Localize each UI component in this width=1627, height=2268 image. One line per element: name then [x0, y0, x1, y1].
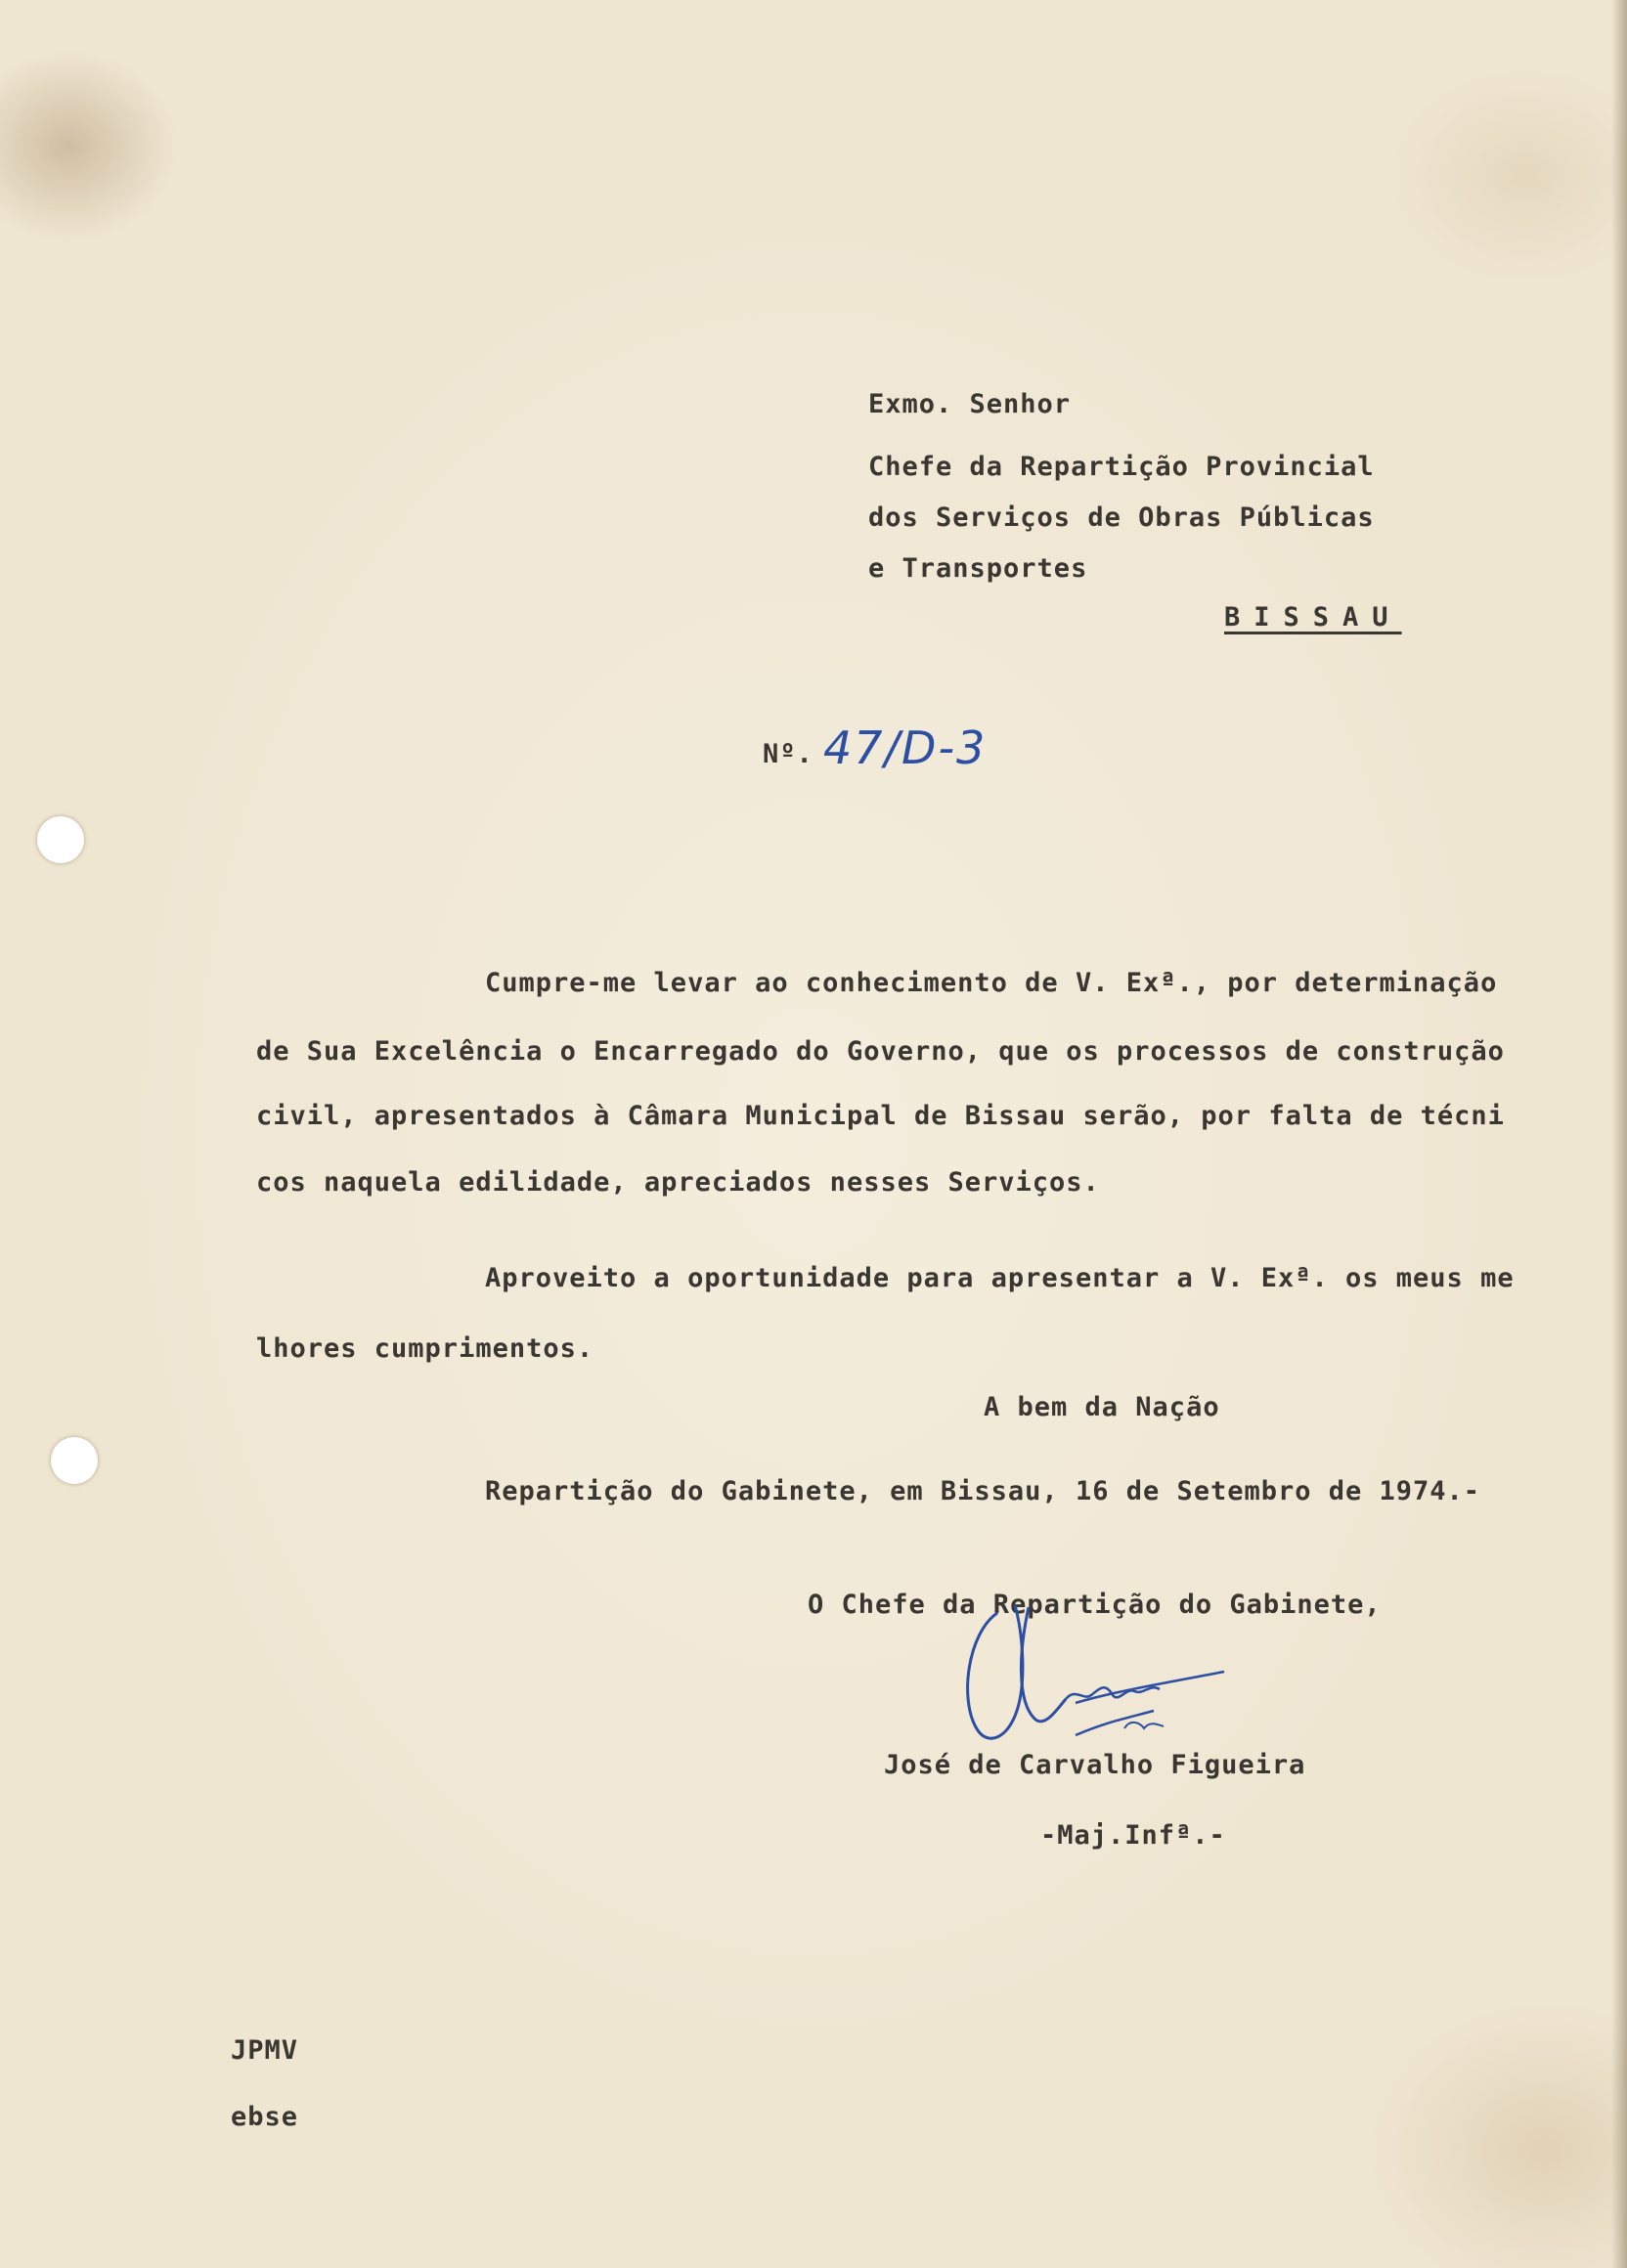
body-p2-line-1: Aproveito a oportunidade para apresentar a V. Exª. os meus me	[485, 1263, 1515, 1293]
handwritten-signature	[958, 1593, 1252, 1750]
signer-title: O Chefe da Repartição do Gabinete,	[808, 1590, 1382, 1620]
recipient-line-1: Chefe da Repartição Provincial	[868, 452, 1375, 482]
page-edge-shadow	[1611, 0, 1627, 2268]
reference-number-handwritten: 47/D-3	[823, 721, 988, 774]
footer-initials-1: JPMV	[231, 2035, 299, 2066]
body-p2-line-2: lhores cumprimentos.	[256, 1333, 594, 1364]
reference-prefix: Nº.	[763, 739, 814, 769]
recipient-city: BISSAU	[1224, 602, 1402, 632]
salutation: Exmo. Senhor	[868, 389, 1072, 419]
punch-hole-bottom	[51, 1437, 98, 1484]
body-p1-line-3: civil, apresentados à Câmara Municipal de Bissau serão, por falta de técni	[256, 1101, 1505, 1131]
footer-initials-2: ebse	[231, 2102, 299, 2132]
punch-hole-top	[37, 816, 84, 863]
closing-motto: A bem da Nação	[984, 1392, 1220, 1422]
recipient-line-3: e Transportes	[868, 553, 1088, 584]
body-p1-line-2: de Sua Excelência o Encarregado do Governo, que os processos de construção	[256, 1036, 1505, 1067]
body-p1-line-4: cos naquela edilidade, apreciados nesses Serviços.	[256, 1167, 1100, 1198]
body-p1-line-1: Cumpre-me levar ao conhecimento de V. Exª., por determinação	[485, 968, 1498, 998]
recipient-line-2: dos Serviços de Obras Públicas	[868, 502, 1375, 533]
place-date: Repartição do Gabinete, em Bissau, 16 de Setembro de 1974.-	[485, 1476, 1481, 1506]
signer-name: José de Carvalho Figueira	[884, 1750, 1306, 1780]
signer-rank: -Maj.Infª.-	[1040, 1820, 1226, 1851]
